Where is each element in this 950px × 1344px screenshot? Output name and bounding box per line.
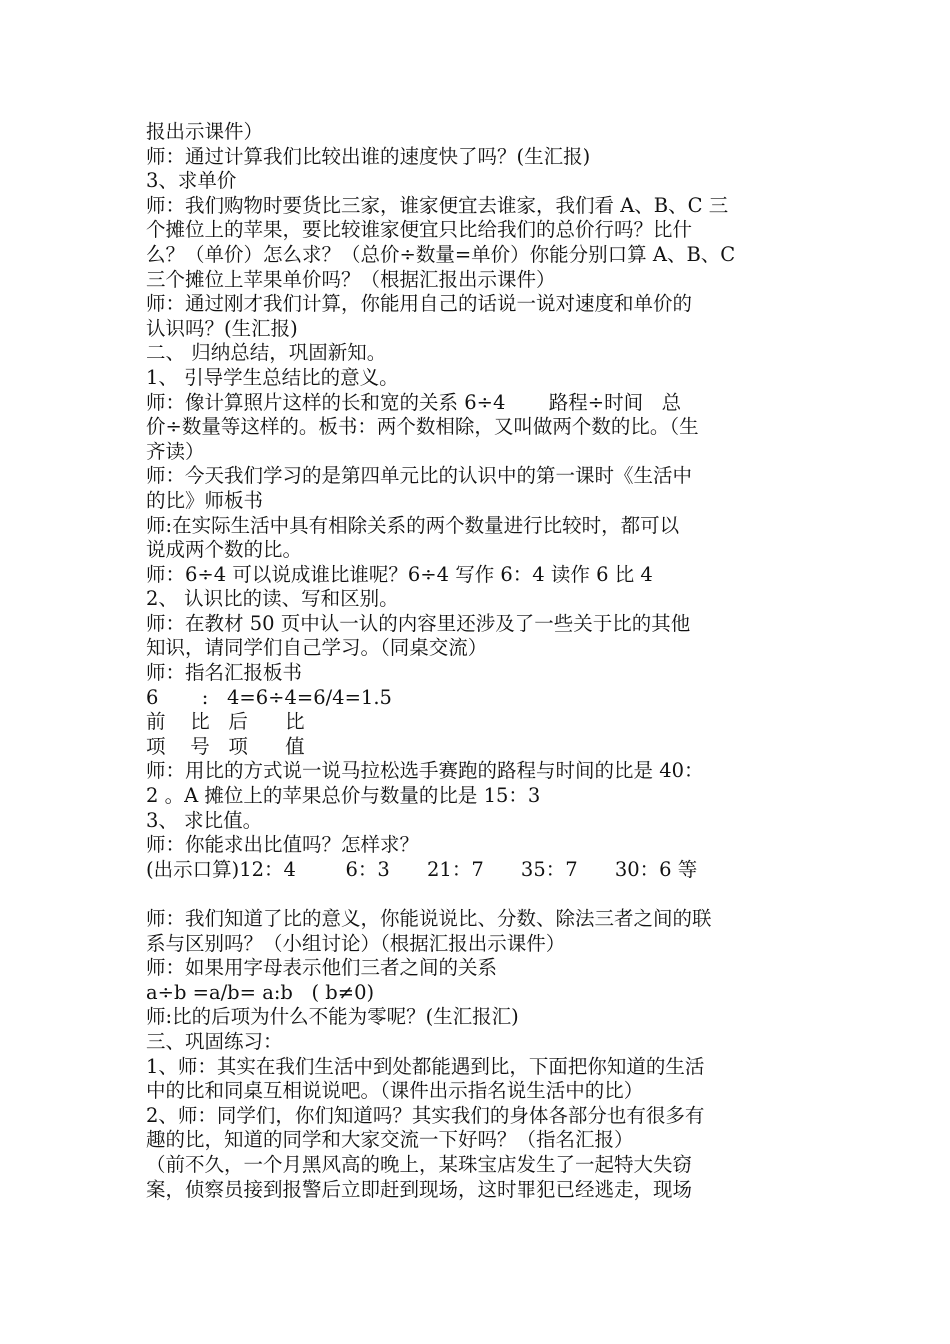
text-line-14: 齐读） — [146, 439, 205, 463]
text-line-17: 师:在实际生活中具有相除关系的两个数量进行比较时，都可以 — [146, 513, 680, 537]
blank-line — [146, 882, 810, 907]
oral-calc-line: (出示口算)12：4 6：3 21：7 35：7 30：6 等 — [146, 857, 698, 881]
text-line-15: 师：今天我们学习的是第四单元比的认识中的第一课时《生活中 — [146, 464, 693, 488]
text-line-40: 中的比和同桌互相说说吧。（课件出示指名说生活中的比） — [146, 1079, 644, 1103]
text-line-03: 3、求单价 — [146, 169, 237, 193]
text-line-06: 么？（单价）怎么求？（总价÷数量=单价）你能分别口算 A、B、C — [146, 242, 736, 266]
text-line-27: 师：用比的方式说一说马拉松选手赛跑的路程与时间的比是 40： — [146, 759, 704, 783]
text-line-20: 2、 认识比的读、写和区别。 — [146, 587, 399, 611]
ratio-terms-line-1: 前 比 后 比 — [146, 710, 305, 734]
letter-formula-line: a÷b =a/b= a:b ( b≠0) — [146, 980, 375, 1004]
text-line-23: 师：指名汇报板书 — [146, 661, 303, 685]
text-line-39: 1、师：其实在我们生活中到处都能遇到比，下面把你知道的生活 — [146, 1054, 705, 1078]
text-line-02: 师：通过计算我们比较出谁的速度快了吗？(生汇报) — [146, 144, 591, 168]
text-line-42: 趣的比，知道的同学和大家交流一下好吗？（指名汇报） — [146, 1128, 634, 1152]
text-line-43: （前不久，一个月黑风高的晚上，某珠宝店发生了一起特大失窃 — [146, 1152, 693, 1176]
ratio-terms-line-2: 项 号 项 值 — [146, 734, 305, 758]
text-line-21: 师：在教材 50 页中认一认的内容里还涉及了一些关于比的其他 — [146, 611, 691, 635]
text-line-37: 师:比的后项为什么不能为零呢？(生汇报汇) — [146, 1005, 519, 1029]
text-line-16: 的比》师板书 — [146, 488, 264, 512]
text-line-05: 个摊位上的苹果，要比较谁家便宜只比给我们的总价行吗？比什 — [146, 218, 693, 242]
text-line-28: 2 。A 摊位上的苹果总价与数量的比是 15：3 — [146, 784, 541, 808]
text-line-11: 1、 引导学生总结比的意义。 — [146, 365, 399, 389]
text-line-35: 师：如果用字母表示他们三者之间的关系 — [146, 956, 498, 980]
text-line-07: 三个摊位上苹果单价吗？（根据汇报出示课件） — [146, 267, 556, 291]
text-line-13: 价÷数量等这样的。板书：两个数相除，又叫做两个数的比。（生 — [146, 415, 699, 439]
text-line-30: 师：你能求出比值吗？怎样求？ — [146, 833, 420, 857]
ratio-formula-line: 6 : 4=6÷4=6/4=1.5 — [146, 685, 392, 709]
section-heading-3: 三、巩固练习： — [146, 1029, 283, 1053]
text-line-09: 认识吗？(生汇报) — [146, 316, 298, 340]
text-line-18: 说成两个数的比。 — [146, 538, 303, 562]
text-line-08: 师：通过刚才我们计算，你能用自己的话说一说对速度和单价的 — [146, 292, 693, 316]
text-line-41: 2、师：同学们，你们知道吗？其实我们的身体各部分也有很多有 — [146, 1103, 705, 1127]
text-line-12: 师：像计算照片这样的长和宽的关系 6÷4 路程÷时间 总 — [146, 390, 682, 414]
section-heading-2: 二、 归纳总结，巩固新知。 — [146, 341, 387, 365]
text-line-01: 报出示课件） — [146, 120, 264, 143]
text-line-04: 师：我们购物时要货比三家，谁家便宜去谁家，我们看 A、B、C 三 — [146, 193, 729, 217]
text-line-29: 3、 求比值。 — [146, 808, 263, 832]
text-line-34: 系与区别吗？（小组讨论）（根据汇报出示课件） — [146, 931, 566, 955]
text-line-19: 师：6÷4 可以说成谁比谁呢？6÷4 写作 6：4 读作 6 比 4 — [146, 562, 653, 586]
document-body — [146, 120, 810, 1202]
text-line-22: 知识，请同学们自己学习。（同桌交流） — [146, 636, 488, 660]
text-line-44: 案，侦察员接到报警后立即赶到现场，这时罪犯已经逃走，现场 — [146, 1177, 693, 1201]
text-line-33: 师：我们知道了比的意义，你能说说比、分数、除法三者之间的联 — [146, 907, 712, 930]
